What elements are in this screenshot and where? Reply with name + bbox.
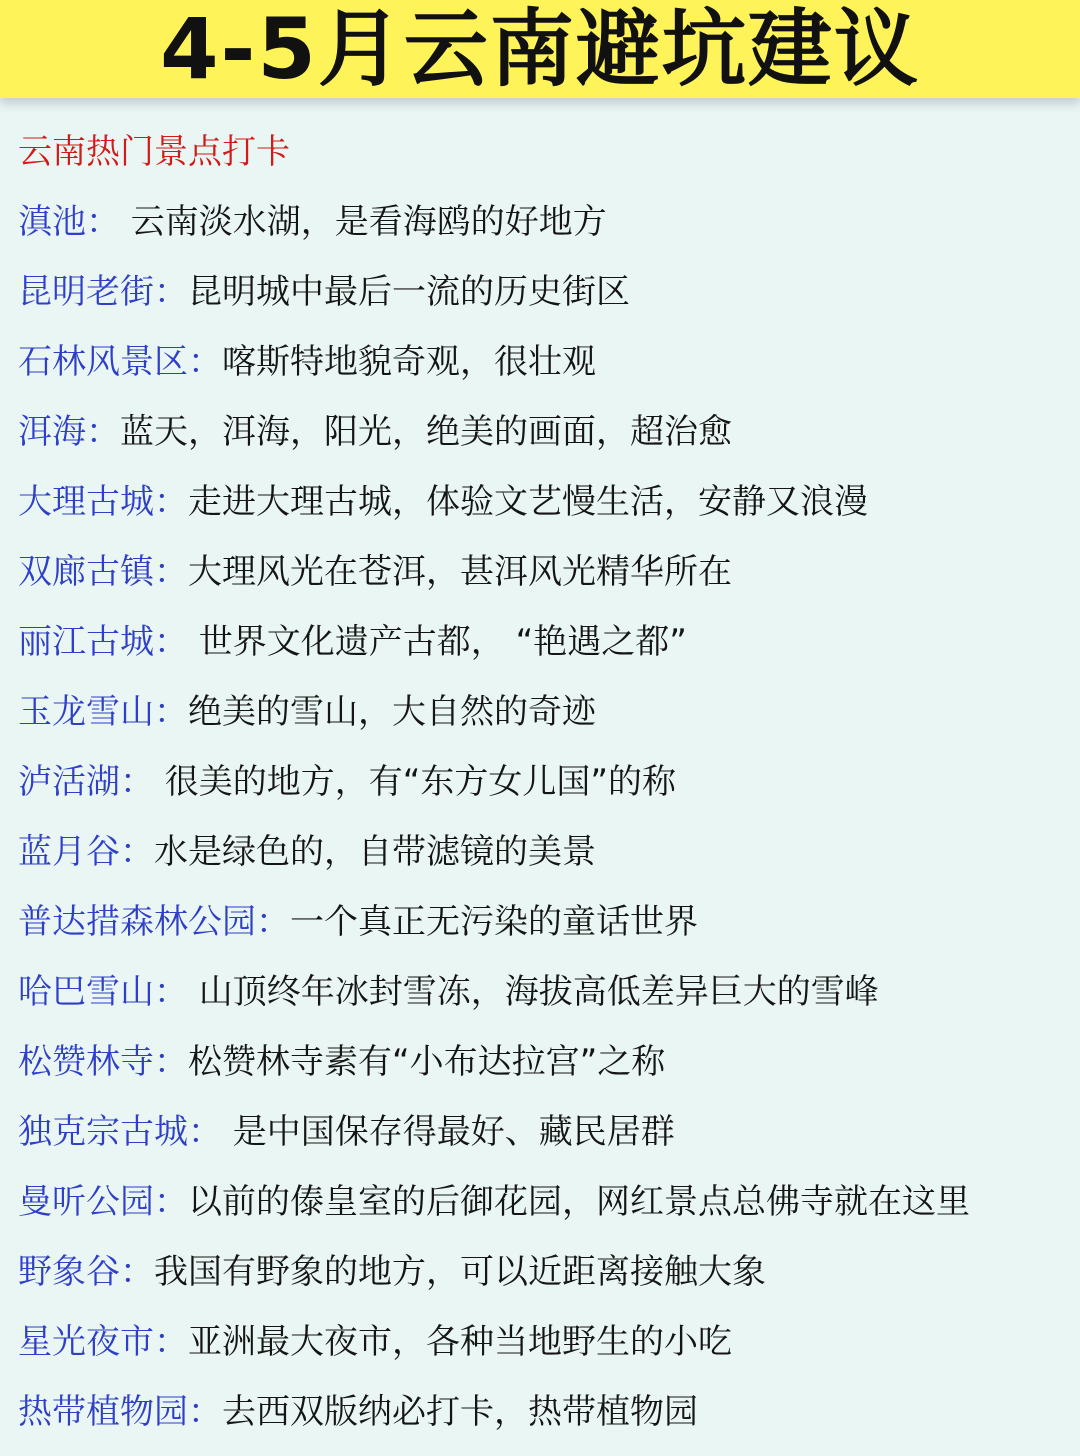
list-item [18,1246,1068,1316]
section-title: 云南热门景点打卡 [18,132,290,172]
list-item [18,756,1068,826]
attraction-description: 松赞林寺素有“小布达拉宫”之称 [188,1042,666,1082]
list-item [18,1316,1068,1386]
list-item [18,476,1068,546]
attraction-description: 大理风光在苍洱，甚洱风光精华所在 [188,552,732,592]
list-item [18,196,1068,266]
attraction-name: 热带植物园： [18,1392,222,1432]
list-item [18,546,1068,616]
attraction-description: 去西双版纳必打卡，热带植物园 [222,1392,698,1432]
attraction-description: 绝美的雪山，大自然的奇迹 [188,692,596,732]
attraction-description: 我国有野象的地方，可以近距离接触大象 [154,1252,766,1292]
list-item [18,1176,1068,1246]
attraction-description: 世界文化遗产古都， “艳遇之都” [188,622,687,662]
list-item [18,266,1068,336]
list-item [18,686,1068,756]
attraction-name: 滇池： [18,202,120,242]
attraction-description: 喀斯特地貌奇观，很壮观 [222,342,596,382]
attraction-name: 洱海： [18,412,120,452]
attraction-description: 以前的傣皇室的后御花园，网红景点总佛寺就在这里 [188,1182,970,1222]
attraction-description: 走进大理古城，体验文艺慢生活，安静又浪漫 [188,482,868,522]
attraction-name: 松赞林寺： [18,1042,188,1082]
attraction-name: 蓝月谷： [18,832,154,872]
attraction-description: 蓝天，洱海，阳光，绝美的画面，超治愈 [120,412,732,452]
attraction-description: 一个真正无污染的童话世界 [290,902,698,942]
attraction-name: 泸活湖： [18,762,154,802]
attraction-list [18,196,1068,1456]
attraction-name: 玉龙雪山： [18,692,188,732]
attraction-name: 大理古城： [18,482,188,522]
attraction-name: 曼听公园： [18,1182,188,1222]
page-title: 4-5月云南避坑建议 [160,0,920,98]
list-item [18,1386,1068,1456]
attraction-description: 很美的地方，有“东方女儿国”的称 [154,762,677,802]
attraction-name: 哈巴雪山： [18,972,188,1012]
attraction-description: 亚洲最大夜市，各种当地野生的小吃 [188,1322,732,1362]
attraction-name: 昆明老街： [18,272,188,312]
title-banner [0,0,1080,98]
list-item [18,896,1068,966]
attraction-name: 星光夜市： [18,1322,188,1362]
attraction-name: 野象谷： [18,1252,154,1292]
attraction-description: 山顶终年冰封雪冻，海拔高低差异巨大的雪峰 [188,972,879,1012]
attraction-name: 普达措森林公园： [18,902,290,942]
attraction-name: 双廊古镇： [18,552,188,592]
attraction-name: 独克宗古城： [18,1112,222,1152]
list-item [18,616,1068,686]
attraction-description: 云南淡水湖，是看海鸥的好地方 [120,202,607,242]
list-item [18,966,1068,1036]
list-item [18,1036,1068,1106]
attraction-description: 是中国保存得最好、藏民居群 [222,1112,675,1152]
list-item [18,826,1068,896]
attraction-description: 昆明城中最后一流的历史街区 [188,272,630,312]
list-item [18,336,1068,406]
list-item [18,406,1068,476]
attraction-description: 水是绿色的，自带滤镜的美景 [154,832,596,872]
attraction-name: 石林风景区： [18,342,222,382]
attraction-name: 丽江古城： [18,622,188,662]
list-item [18,1106,1068,1176]
